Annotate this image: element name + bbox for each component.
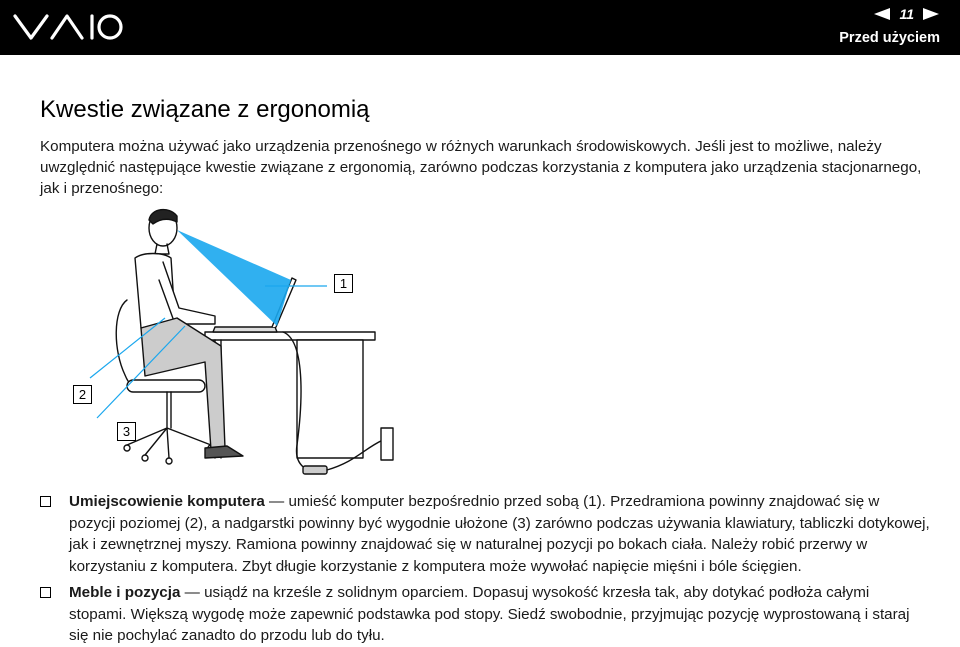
- bullet-text: usiądź na krześle z solidnym oparciem. Dopasuj wysokość krzesła tak, aby dotykać podłoża całymi stopami. Większą wygodę może zapewnić podstawka pod stopy. Siedź swobodnie, przyjmując pozycję wyprostowaną i staraj się nie pochylać zanadto do przodu lub do tyłu.: [69, 584, 910, 644]
- list-item: [40, 491, 930, 577]
- bullet-term: Umiejscowienie komputera: [69, 493, 265, 510]
- callout-2: 2: [73, 385, 92, 404]
- intro-paragraph: Komputera można używać jako urządzenia przenośnego w różnych warunkach środowiskowych. Jeśli jest to możliwe, należy uwzględnić następujące kwestie związane z ergonomią, zarówno podczas korzystania z komputera jako urządzenia stacjonarnego, jak i przenośnego:: [40, 138, 922, 197]
- page-title: Kwestie związane z ergonomią: [40, 96, 370, 123]
- checkbox-bullet-icon: [40, 587, 51, 598]
- vaio-logo: [12, 10, 124, 44]
- header-bar: [0, 0, 960, 55]
- bullet-term: Meble i pozycja: [69, 584, 181, 601]
- bullet-text: umieść komputer bezpośrednio przed sobą (1). Przedramiona powinny znajdować się w pozycji poziomej (2), a nadgarstki powinny być wygodnie ułożone (3) zarówno podczas używania klawiatury, tabliczki dotykowej, jak i zewnętrznej myszy. Ramiona powinny znajdować się w naturalnej pozycji po bokach ciała. Należy robić przerwy w korzystaniu z komputera. Zbyt długie korzystanie z komputera może wywołać napięcie mięśni i bóle ścięgien.: [69, 493, 930, 575]
- checkbox-bullet-icon: [40, 496, 51, 507]
- callout-1: 1: [334, 274, 353, 293]
- callout-3: 3: [117, 422, 136, 441]
- page-number: 11: [899, 6, 914, 22]
- ergonomics-list: [40, 491, 930, 647]
- arrow-left-icon[interactable]: [873, 7, 891, 21]
- bullet-dash: —: [264, 493, 289, 510]
- arrow-right-icon[interactable]: [922, 7, 940, 21]
- page-navigation: [873, 6, 940, 22]
- section-name: Przed użyciem: [839, 30, 940, 46]
- bullet-dash: —: [180, 584, 205, 601]
- ergonomics-illustration: [65, 200, 395, 485]
- list-item: [40, 582, 930, 647]
